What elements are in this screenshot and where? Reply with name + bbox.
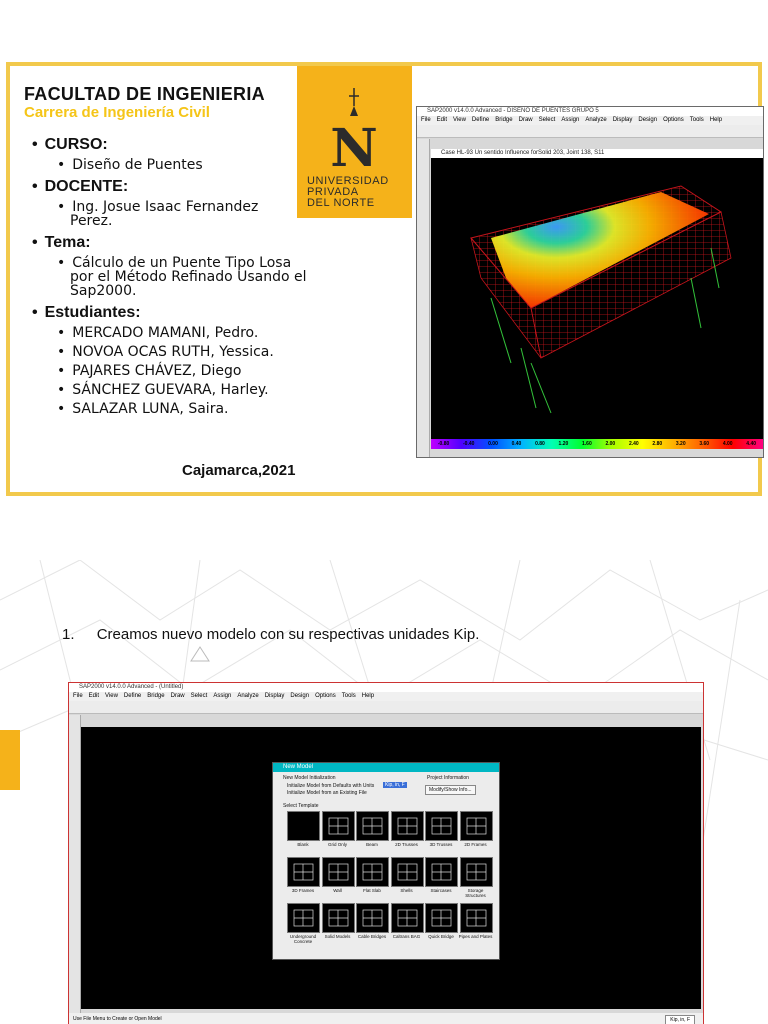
menu-item-bridge[interactable]: Bridge xyxy=(495,117,513,123)
template-label: Wall xyxy=(333,888,342,893)
color-scale-bar xyxy=(431,439,763,449)
triangle-deco-icon xyxy=(190,646,210,662)
course-heading: • CURSO: xyxy=(32,136,312,154)
option-existing-file[interactable]: Initialize Model from an Existing File xyxy=(287,790,367,796)
university-logo xyxy=(297,66,412,218)
status-text: Use File Menu to Create or Open Model xyxy=(73,1016,162,1022)
color-scale-label: 1.20 xyxy=(558,441,569,447)
menu-item-help[interactable]: Help xyxy=(361,693,375,699)
units-dropdown[interactable]: Kip, in, F xyxy=(385,782,405,788)
menu-item-tools[interactable]: Tools xyxy=(689,117,704,123)
menu-item-options[interactable]: Options xyxy=(315,693,336,699)
new-model-dialog[interactable] xyxy=(272,762,500,960)
course-item: • Diseño de Puentes xyxy=(70,158,312,172)
students-heading: • Estudiantes: xyxy=(32,304,312,322)
career-subtitle: Carrera de Ingeniería Civil xyxy=(24,104,210,121)
template-label: Quick Bridge xyxy=(428,934,454,939)
color-scale-label: 0.80 xyxy=(535,441,545,447)
template-label: Shells xyxy=(400,888,413,893)
template-label: Blank xyxy=(297,842,309,847)
color-scale-label: -0.40 xyxy=(463,441,475,447)
template-blank[interactable] xyxy=(287,811,320,841)
template-label: Grid Only xyxy=(327,842,347,847)
window-title: SAP2000 v14.0.0 Advanced - (Untitled) xyxy=(69,683,703,692)
color-scale-label: 2.40 xyxy=(628,441,639,447)
topic-item: • Cálculo de un Puente Tipo Losa por el Método Refinado Usando el Sap2000. xyxy=(70,256,312,298)
template-label: Solid Models xyxy=(324,934,351,939)
logo-text: UNIVERSIDAD PRIVADA DEL NORTE xyxy=(307,175,389,209)
student-item: • SALAZAR LUNA, Saira. xyxy=(70,402,312,416)
template-label: Staircases xyxy=(430,888,452,893)
project-group-label: Project Information xyxy=(427,775,469,781)
template-label: Pipes and Plates xyxy=(458,934,493,939)
info-list xyxy=(32,136,312,416)
student-item: • PAJARES CHÁVEZ, Diego xyxy=(70,364,312,378)
color-scale-label: 0.00 xyxy=(488,441,498,447)
teacher-item: • Ing. Josue Isaac Fernandez Perez. xyxy=(70,200,280,228)
template-label: Cable Bridges xyxy=(357,934,387,939)
student-item: • SÁNCHEZ GUEVARA, Harley. xyxy=(70,383,312,397)
modify-info-button[interactable]: Modify/Show Info... xyxy=(425,785,476,795)
template-label: 3D Frames xyxy=(291,888,315,893)
template-label: Beam xyxy=(366,842,378,847)
template-caltrans-bag[interactable] xyxy=(391,903,424,933)
menu-item-options[interactable]: Options xyxy=(663,117,684,123)
template-solid-models[interactable] xyxy=(322,903,355,933)
accent-bar xyxy=(0,730,20,790)
template-label: Flat Slab xyxy=(363,888,381,893)
sap2000-window[interactable] xyxy=(416,106,764,458)
template-wall[interactable] xyxy=(322,857,355,887)
menu-item-file[interactable]: File xyxy=(73,693,83,699)
menu-item-view[interactable]: View xyxy=(105,693,118,699)
menu-item-analyze[interactable]: Analyze xyxy=(237,693,259,699)
content-slide xyxy=(0,560,768,1024)
template-3d-trusses[interactable] xyxy=(425,811,458,841)
student-item: • MERCADO MAMANI, Pedro. xyxy=(70,326,312,340)
menu-item-help[interactable]: Help xyxy=(709,117,723,123)
template-group-label: Select Template xyxy=(283,803,319,809)
menu-item-design[interactable]: Design xyxy=(290,693,310,699)
menu-item-select[interactable]: Select xyxy=(538,117,556,123)
logo-letter: N xyxy=(330,118,378,176)
menu-item-bridge[interactable]: Bridge xyxy=(147,693,165,699)
menu-item-file[interactable]: File xyxy=(421,117,431,123)
step-number: 1. xyxy=(62,626,75,643)
side-toolbar[interactable] xyxy=(69,715,81,1013)
template-underground-concrete[interactable] xyxy=(287,903,320,933)
menu-item-edit[interactable]: Edit xyxy=(88,693,100,699)
menu-item-define[interactable]: Define xyxy=(123,693,142,699)
menu-item-edit[interactable]: Edit xyxy=(436,117,448,123)
template-staircases[interactable] xyxy=(425,857,458,887)
template-beam[interactable] xyxy=(356,811,389,841)
status-bar xyxy=(69,1013,703,1024)
topic-heading: • Tema: xyxy=(32,234,312,252)
menu-item-draw[interactable]: Draw xyxy=(170,693,185,699)
template-cable-bridges[interactable] xyxy=(356,903,389,933)
toolbar[interactable] xyxy=(69,701,703,714)
menu-item-display[interactable]: Display xyxy=(612,117,633,123)
option-defaults[interactable]: Initialize Model from Defaults with Units xyxy=(287,783,375,789)
template-flat-slab[interactable] xyxy=(356,857,389,887)
units-select[interactable]: Kip, in, F xyxy=(665,1015,695,1024)
color-scale-label: 4.40 xyxy=(746,441,757,447)
color-scale-label: 3.20 xyxy=(675,441,686,447)
template-storage-structures[interactable] xyxy=(460,857,493,887)
menu-item-tools[interactable]: Tools xyxy=(341,693,356,699)
step-line xyxy=(62,626,479,643)
template-pipes-and-plates[interactable] xyxy=(460,903,493,933)
menu-item-design[interactable]: Design xyxy=(638,117,658,123)
menu-bar[interactable] xyxy=(417,116,763,125)
teacher-heading: • DOCENTE: xyxy=(32,178,312,196)
template-label: 2D Trusses xyxy=(395,842,418,847)
menu-item-assign[interactable]: Assign xyxy=(561,117,580,123)
bridge-deck-model xyxy=(431,158,763,439)
faculty-title: FACULTAD DE INGENIERIA xyxy=(24,84,265,104)
template-label: Storage Structures xyxy=(465,888,486,898)
color-scale-label: 4.00 xyxy=(722,441,733,447)
template-label: Caltrans BAG xyxy=(392,934,421,939)
menu-item-draw[interactable]: Draw xyxy=(518,117,533,123)
logo-n-icon xyxy=(297,66,412,176)
color-scale-label: -0.80 xyxy=(437,441,450,447)
menu-item-display[interactable]: Display xyxy=(264,693,285,699)
student-item: • NOVOA OCAS RUTH, Yessica. xyxy=(70,345,312,359)
side-toolbar[interactable] xyxy=(417,139,430,457)
template-quick-bridge[interactable] xyxy=(425,903,458,933)
model-viewport[interactable] xyxy=(431,149,763,449)
toolbar[interactable] xyxy=(417,125,763,138)
menu-item-assign[interactable]: Assign xyxy=(213,693,232,699)
template-label: 3D Trusses xyxy=(429,842,453,847)
menu-item-define[interactable]: Define xyxy=(471,117,490,123)
place-and-year: Cajamarca,2021 xyxy=(182,462,296,479)
color-scale-label: 2.00 xyxy=(605,441,616,447)
template-label: 2D Frames xyxy=(464,842,487,847)
template-2d-trusses[interactable] xyxy=(391,811,424,841)
template-3d-frames[interactable] xyxy=(287,857,320,887)
window-title: SAP2000 v14.0.0 Advanced - DISEÑO DE PUENTES GRUPO 5 xyxy=(417,107,763,116)
menu-item-select[interactable]: Select xyxy=(190,693,208,699)
dialog-title: New Model xyxy=(273,763,499,772)
template-shells[interactable] xyxy=(391,857,424,887)
init-group-label: New Model Initialization xyxy=(283,775,336,781)
template-2d-frames[interactable] xyxy=(460,811,493,841)
menu-bar[interactable] xyxy=(69,692,703,701)
menu-item-view[interactable]: View xyxy=(453,117,466,123)
color-scale-label: 2.80 xyxy=(652,441,663,447)
viewport-title: Case HL-93 Un sentido Influence forSolid 203, Joint 138, S11 xyxy=(431,149,763,158)
title-slide xyxy=(6,62,762,496)
color-scale-label: 3.60 xyxy=(699,441,710,447)
template-grid-only[interactable] xyxy=(322,811,355,841)
color-scale-label: 1.60 xyxy=(582,441,592,447)
step-text: Creamos nuevo modelo con su respectivas unidades Kip. xyxy=(96,626,480,643)
color-scale-label: 0.40 xyxy=(511,441,522,447)
template-label: Underground Concrete xyxy=(289,934,317,944)
menu-item-analyze[interactable]: Analyze xyxy=(585,117,607,123)
